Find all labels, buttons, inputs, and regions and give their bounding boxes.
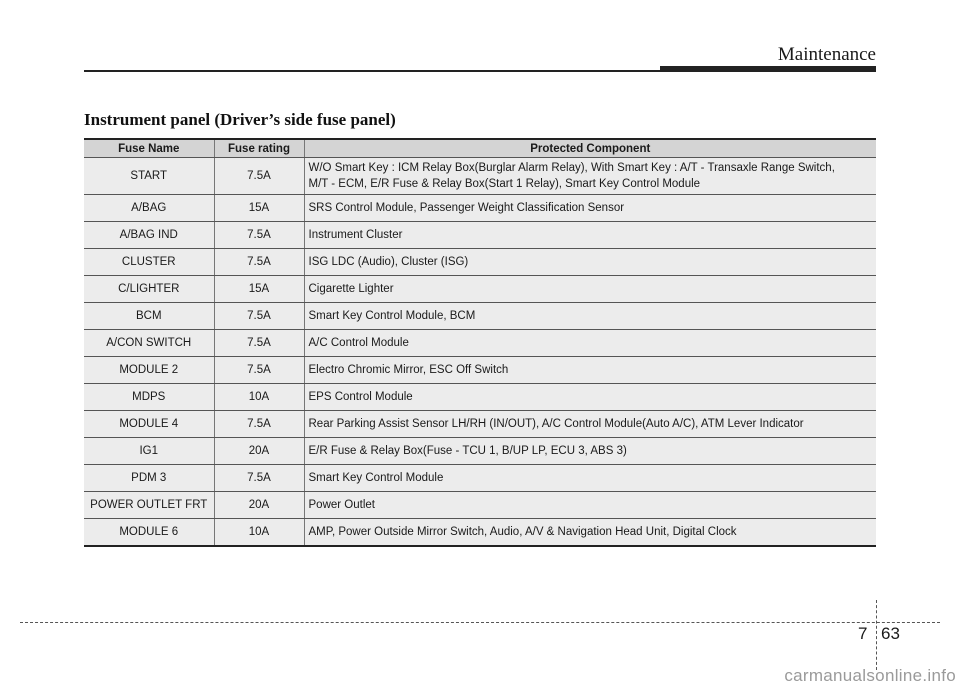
protected-component-cell	[304, 465, 876, 492]
fuse-name-cell: MODULE 2	[84, 357, 214, 384]
fuse-rating-cell: 15A	[214, 195, 304, 222]
fuse-table	[84, 138, 876, 547]
protected-component-cell	[304, 303, 876, 330]
fuse-rating-cell: 10A	[214, 519, 304, 547]
table-row	[84, 195, 876, 222]
fuse-rating-cell: 7.5A	[214, 330, 304, 357]
fuse-table-body	[84, 158, 876, 547]
chapter-number: 7	[858, 624, 868, 643]
fuse-name-cell: IG1	[84, 438, 214, 465]
fuse-rating-cell: 7.5A	[214, 249, 304, 276]
footer-dashed-rule	[20, 622, 940, 623]
table-row	[84, 158, 876, 195]
protected-component-cell	[304, 357, 876, 384]
table-row	[84, 438, 876, 465]
protected-component-cell	[304, 330, 876, 357]
protected-component-line: Electro Chromic Mirror, ESC Off Switch	[308, 364, 509, 376]
fuse-rating-cell: 10A	[214, 384, 304, 411]
protected-component-cell	[304, 249, 876, 276]
fuse-rating-cell: 7.5A	[214, 357, 304, 384]
protected-component-cell	[304, 158, 876, 195]
protected-component-line: M/T - ECM, E/R Fuse & Relay Box(Start 1 Relay), Smart Key Control Module	[308, 178, 701, 190]
protected-component-cell	[304, 519, 876, 547]
fuse-rating-cell: 7.5A	[214, 411, 304, 438]
fuse-name-cell: A/CON SWITCH	[84, 330, 214, 357]
protected-component-cell	[304, 492, 876, 519]
protected-component-line: Rear Parking Assist Sensor LH/RH (IN/OUT), A/C Control Module(Auto A/C), ATM Lever Indicator	[308, 418, 804, 430]
fuse-name-cell: BCM	[84, 303, 214, 330]
protected-component-line: EPS Control Module	[308, 391, 413, 403]
fuse-name-cell: CLUSTER	[84, 249, 214, 276]
table-row	[84, 384, 876, 411]
protected-component-line: Smart Key Control Module, BCM	[308, 310, 476, 322]
table-row	[84, 357, 876, 384]
column-header-fuse-name: Fuse Name	[84, 139, 214, 158]
fuse-rating-cell: 20A	[214, 492, 304, 519]
fuse-name-cell: C/LIGHTER	[84, 276, 214, 303]
watermark-text: carmanualsonline.info	[784, 666, 956, 685]
column-header-fuse-rating: Fuse rating	[214, 139, 304, 158]
fuse-name-cell: A/BAG IND	[84, 222, 214, 249]
fuse-rating-cell: 7.5A	[214, 222, 304, 249]
fuse-name-cell: POWER OUTLET FRT	[84, 492, 214, 519]
fuse-rating-cell: 7.5A	[214, 465, 304, 492]
fuse-name-cell: MDPS	[84, 384, 214, 411]
header-rule-thin	[84, 70, 660, 72]
protected-component-line: AMP, Power Outside Mirror Switch, Audio, A/V & Navigation Head Unit, Digital Clock	[308, 526, 737, 538]
fuse-rating-cell: 15A	[214, 276, 304, 303]
table-row	[84, 222, 876, 249]
fuse-rating-cell: 20A	[214, 438, 304, 465]
fuse-name-cell: START	[84, 158, 214, 195]
protected-component-line: Power Outlet	[308, 499, 375, 511]
protected-component-cell	[304, 384, 876, 411]
fuse-name-cell: PDM 3	[84, 465, 214, 492]
protected-component-line: SRS Control Module, Passenger Weight Classification Sensor	[308, 202, 625, 214]
footer-dashed-divider	[876, 600, 877, 670]
section-title: Maintenance	[777, 44, 876, 65]
protected-component-line: E/R Fuse & Relay Box(Fuse - TCU 1, B/UP LP, ECU 3, ABS 3)	[308, 445, 627, 457]
protected-component-line: W/O Smart Key : ICM Relay Box(Burglar Alarm Relay), With Smart Key : A/T - Transaxle Range Switch,	[308, 162, 835, 174]
protected-component-cell	[304, 438, 876, 465]
fuse-name-cell: A/BAG	[84, 195, 214, 222]
protected-component-cell	[304, 195, 876, 222]
page-heading: Instrument panel (Driver’s side fuse panel)	[84, 110, 396, 129]
table-row	[84, 519, 876, 547]
fuse-rating-cell: 7.5A	[214, 303, 304, 330]
protected-component-line: Instrument Cluster	[308, 229, 403, 241]
protected-component-cell	[304, 276, 876, 303]
fuse-name-cell: MODULE 6	[84, 519, 214, 547]
fuse-rating-cell: 7.5A	[214, 158, 304, 195]
table-row	[84, 411, 876, 438]
table-row	[84, 249, 876, 276]
page-number: 63	[881, 624, 900, 643]
table-row	[84, 276, 876, 303]
protected-component-line: Cigarette Lighter	[308, 283, 394, 295]
protected-component-line: Smart Key Control Module	[308, 472, 444, 484]
table-header-row	[84, 139, 876, 158]
protected-component-line: ISG LDC (Audio), Cluster (ISG)	[308, 256, 469, 268]
table-row	[84, 465, 876, 492]
protected-component-cell	[304, 411, 876, 438]
fuse-name-cell: MODULE 4	[84, 411, 214, 438]
table-row	[84, 303, 876, 330]
protected-component-line: A/C Control Module	[308, 337, 409, 349]
header-rule-thick	[660, 66, 876, 72]
table-row	[84, 330, 876, 357]
column-header-protected-component: Protected Component	[304, 139, 876, 158]
table-row	[84, 492, 876, 519]
protected-component-cell	[304, 222, 876, 249]
